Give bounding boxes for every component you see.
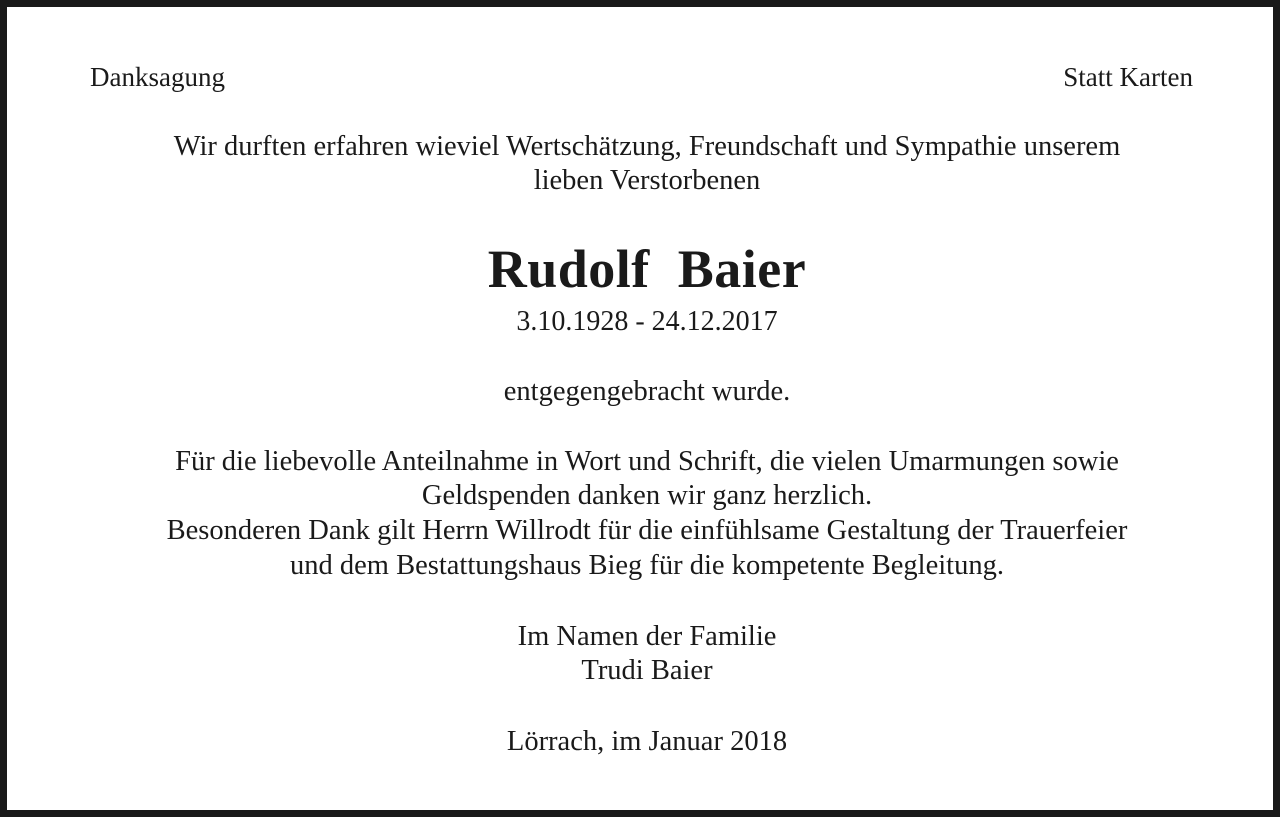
thanks-line-3: Besonderen Dank gilt Herrn Willrodt für die einfühlsame Gestaltung der Trauerfeier: [166, 515, 1128, 546]
thanks-line-1: Für die liebevolle Anteilnahme in Wort und Schrift, die vielen Umarmungen sowie: [175, 446, 1119, 477]
signature-name: Trudi Baier: [581, 655, 713, 686]
deceased-name: Rudolf Baier: [487, 239, 807, 299]
signature-line-1: Im Namen der Familie: [517, 621, 777, 652]
intro-line-1: Wir durften erfahren wieviel Wertschätzung, Freundschaft und Sympathie unserem: [173, 131, 1121, 162]
continuation-line: entgegengebracht wurde.: [503, 376, 791, 407]
thanks-line-2: Geldspenden danken wir ganz herzlich.: [421, 480, 873, 511]
thanks-line-4: und dem Bestattungshaus Bieg für die kompetente Begleitung.: [290, 550, 1004, 581]
heading-danksagung: Danksagung: [90, 62, 225, 92]
heading-statt-karten: Statt Karten: [1063, 62, 1193, 92]
life-dates: 3.10.1928 - 24.12.2017: [516, 306, 778, 337]
intro-line-2: lieben Verstorbenen: [533, 165, 761, 196]
place-date: Lörrach, im Januar 2018: [506, 726, 788, 757]
